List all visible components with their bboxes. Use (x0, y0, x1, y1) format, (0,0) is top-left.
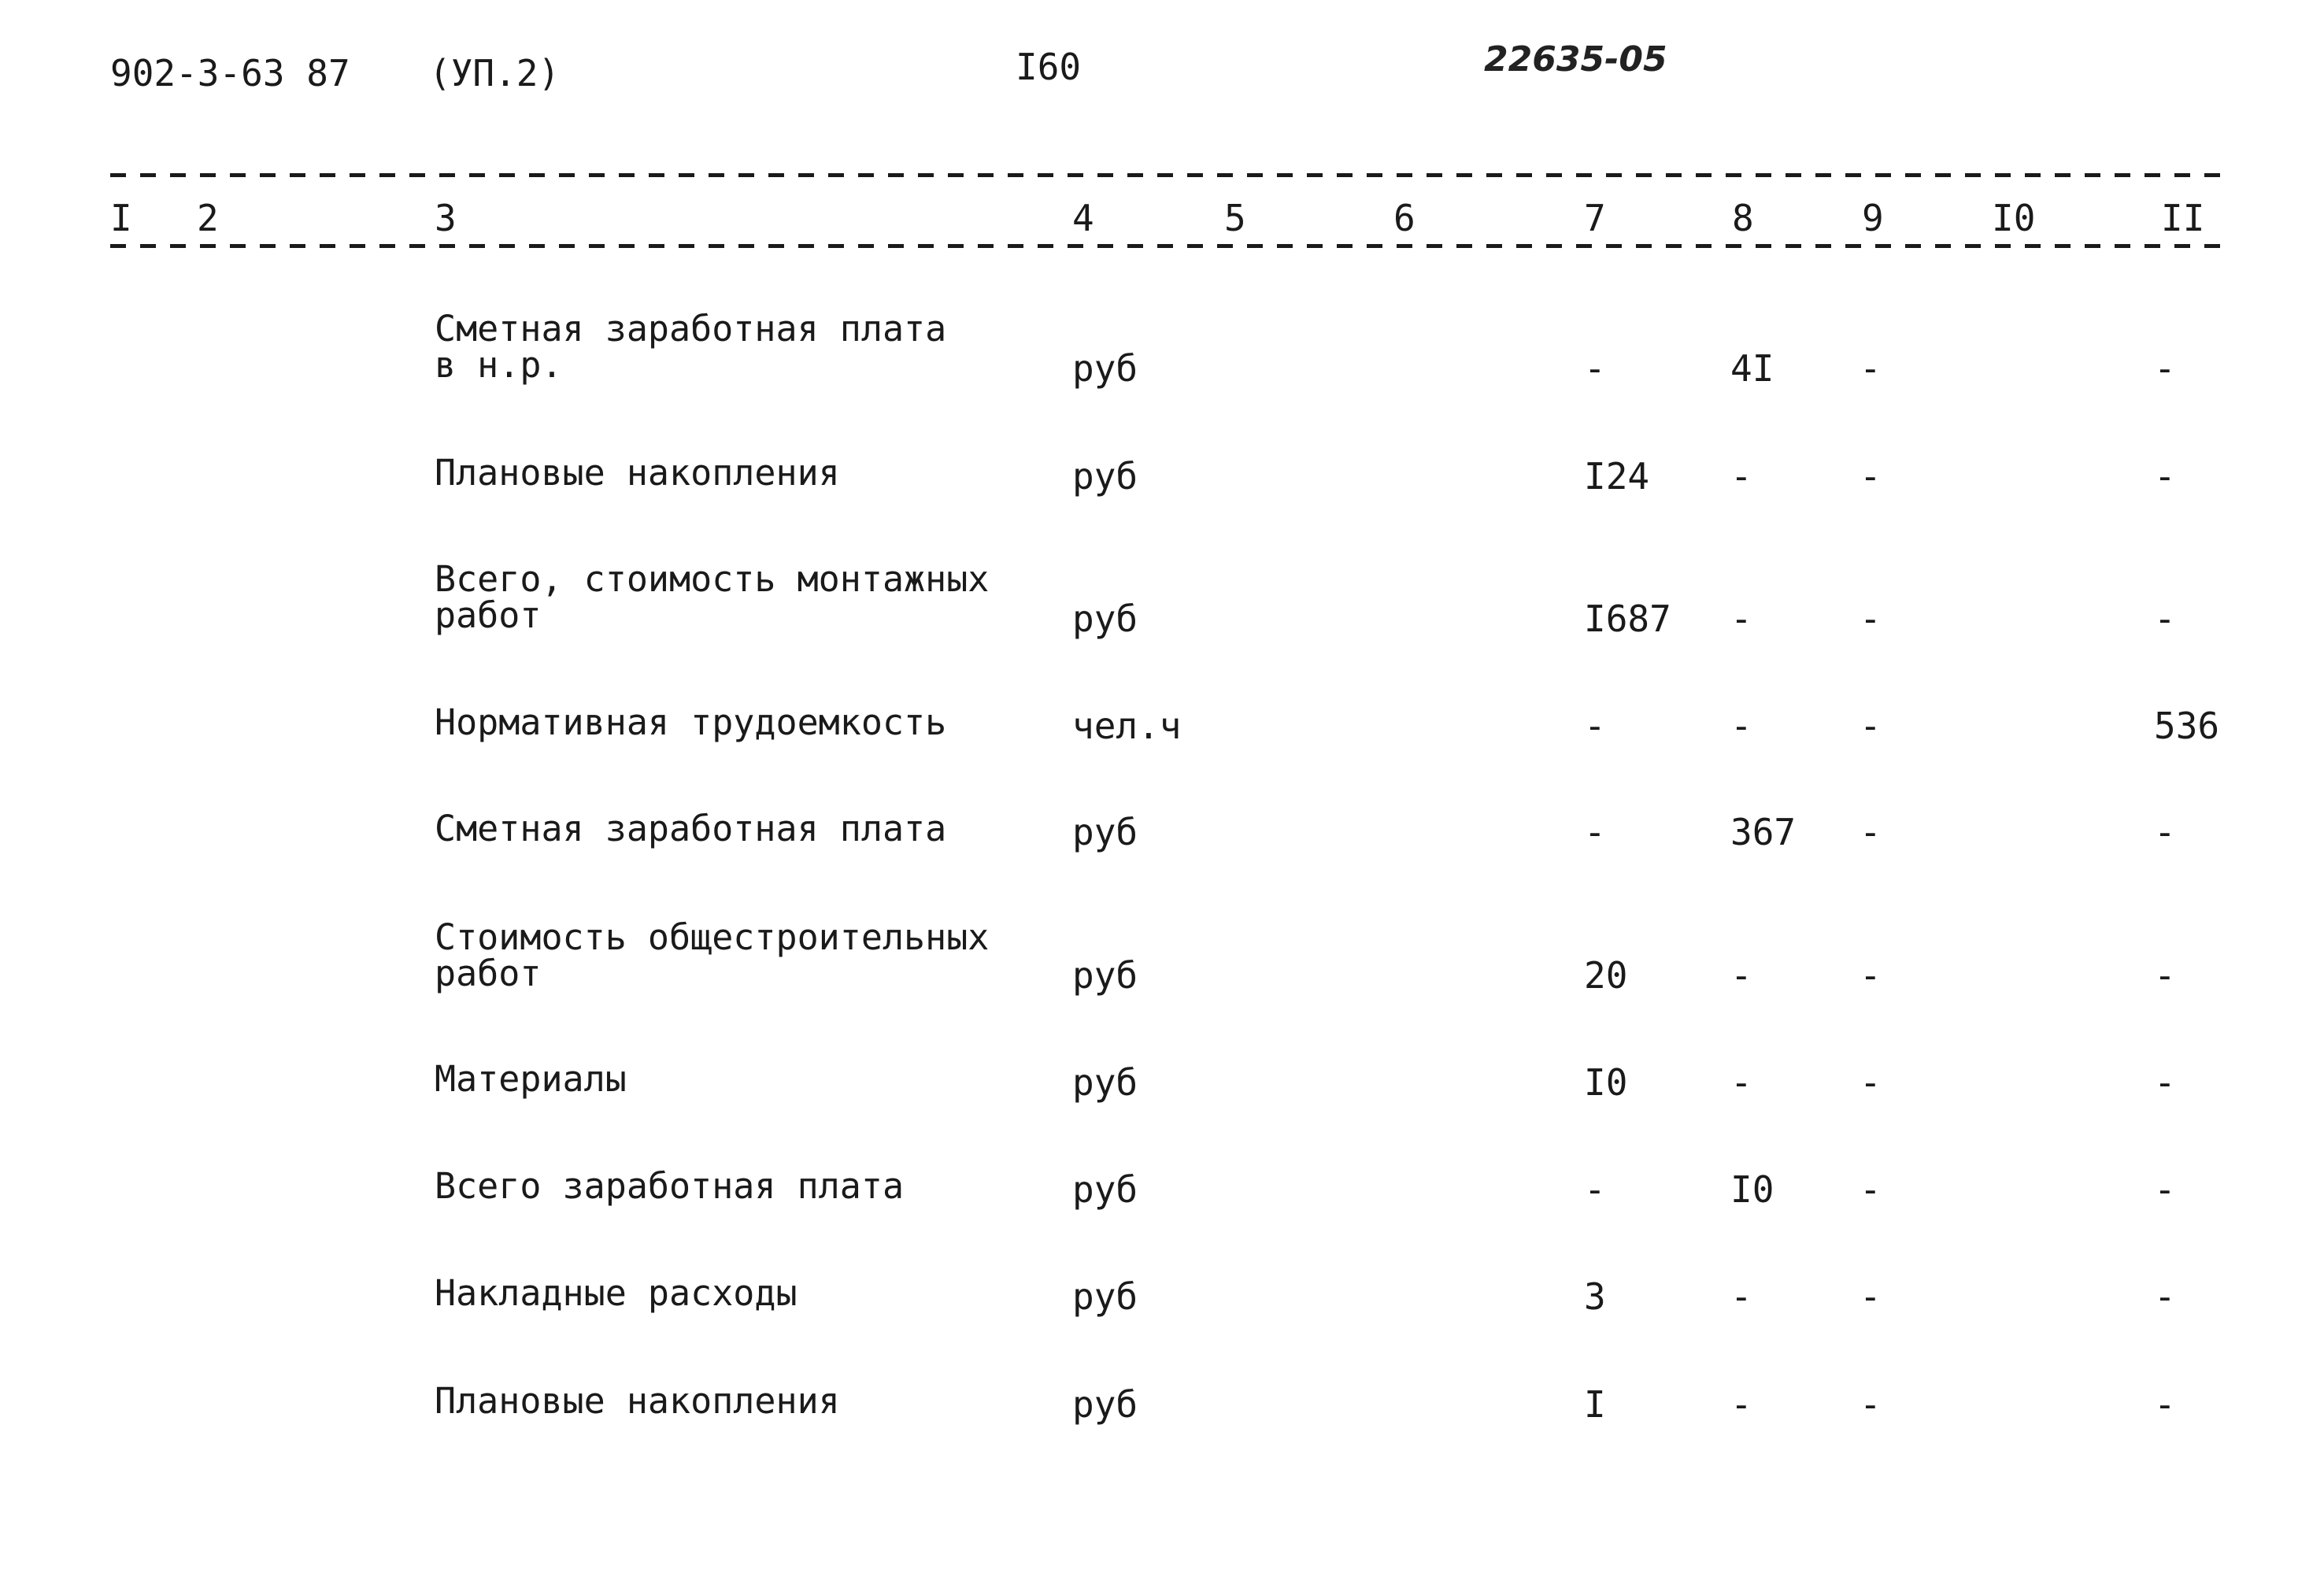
row-label-total-wages: Всего заработная плата (435, 1165, 905, 1207)
row-unit: руб (1072, 1275, 1138, 1318)
row-unit: руб (1072, 1168, 1138, 1211)
row-unit: руб (1072, 347, 1138, 390)
row-value-col11: - (2154, 1383, 2176, 1426)
row-unit: руб (1072, 954, 1138, 997)
row-unit: руб (1072, 1061, 1138, 1104)
document-number: 902-3-63 87 (110, 52, 350, 94)
row-value-col11: - (2154, 1275, 2176, 1318)
row-value-col8: 367 (1730, 811, 1797, 853)
row-value-col9: - (1860, 1383, 1882, 1426)
row-value-col11: - (2154, 598, 2176, 640)
row-value-col11: - (2154, 1061, 2176, 1104)
row-value-col9: - (1860, 1061, 1882, 1104)
row-value-col7: 20 (1584, 954, 1628, 997)
column-header-3: 3 (435, 197, 457, 239)
row-value-col7: I24 (1584, 455, 1650, 498)
row-value-col8: - (1730, 1383, 1752, 1426)
column-header-1: I (110, 197, 132, 239)
row-value-col7: - (1584, 347, 1606, 390)
row-value-col7: - (1584, 1168, 1606, 1211)
column-header-8: 8 (1732, 197, 1754, 239)
row-value-col8: - (1730, 455, 1752, 498)
row-value-col11: - (2154, 455, 2176, 498)
row-value-col7: - (1584, 705, 1606, 747)
row-label-materials: Материалы (435, 1058, 627, 1100)
row-unit: чел.ч (1072, 705, 1182, 747)
row-label-planned-savings: Плановые накопления (435, 452, 840, 494)
column-header-4: 4 (1072, 197, 1094, 239)
row-value-col7: I0 (1584, 1061, 1628, 1104)
column-header-9: 9 (1862, 197, 1884, 239)
row-value-col11: - (2154, 954, 2176, 997)
column-header-2: 2 (197, 197, 219, 239)
row-unit: руб (1072, 1383, 1138, 1426)
row-value-col11: 536 (2154, 705, 2220, 747)
row-value-col9: - (1860, 347, 1882, 390)
row-value-col9: - (1860, 1275, 1882, 1318)
row-label-estimated-wages-overhead: Сметная заработная плата в н.р. (435, 308, 947, 386)
archive-number: 22635-05 (1484, 39, 1667, 80)
row-value-col8: - (1730, 954, 1752, 997)
row-value-col11: - (2154, 347, 2176, 390)
row-value-col9: - (1860, 705, 1882, 747)
row-label-estimated-wages: Сметная заработная плата (435, 808, 947, 849)
column-header-7: 7 (1584, 197, 1606, 239)
column-header-6: 6 (1393, 197, 1415, 239)
row-value-col8: 4I (1730, 347, 1774, 390)
page-number: I60 (1016, 46, 1082, 88)
row-value-col9: - (1860, 954, 1882, 997)
column-header-11: II (2161, 197, 2205, 239)
table-top-rule (110, 173, 2228, 177)
row-value-col8: - (1730, 598, 1752, 640)
row-value-col8: I0 (1730, 1168, 1774, 1211)
row-label-standard-labor-hours: Нормативная трудоемкость (435, 701, 947, 743)
row-value-col8: - (1730, 1275, 1752, 1318)
row-label-planned-savings: Плановые накопления (435, 1380, 840, 1422)
row-value-col9: - (1860, 811, 1882, 853)
row-value-col7: I (1584, 1383, 1606, 1426)
row-unit: руб (1072, 455, 1138, 498)
row-value-col11: - (2154, 811, 2176, 853)
row-value-col8: - (1730, 705, 1752, 747)
row-unit: руб (1072, 598, 1138, 640)
table-header-rule (110, 244, 2228, 248)
column-header-10: I0 (1992, 197, 2036, 239)
sheet-reference: (УП.2) (429, 52, 561, 94)
row-value-col7: 3 (1584, 1275, 1606, 1318)
row-value-col11: - (2154, 1168, 2176, 1211)
row-value-col8: - (1730, 1061, 1752, 1104)
row-label-overhead-costs: Накладные расходы (435, 1272, 797, 1314)
row-label-total-installation-cost: Всего, стоимость монтажных работ (435, 558, 990, 636)
column-header-5: 5 (1224, 197, 1246, 239)
row-value-col9: - (1860, 455, 1882, 498)
row-value-col7: - (1584, 811, 1606, 853)
row-value-col9: - (1860, 598, 1882, 640)
row-label-general-construction-cost: Стоимость общестроительных работ (435, 916, 990, 994)
row-value-col7: I687 (1584, 598, 1671, 640)
row-value-col9: - (1860, 1168, 1882, 1211)
row-unit: руб (1072, 811, 1138, 853)
